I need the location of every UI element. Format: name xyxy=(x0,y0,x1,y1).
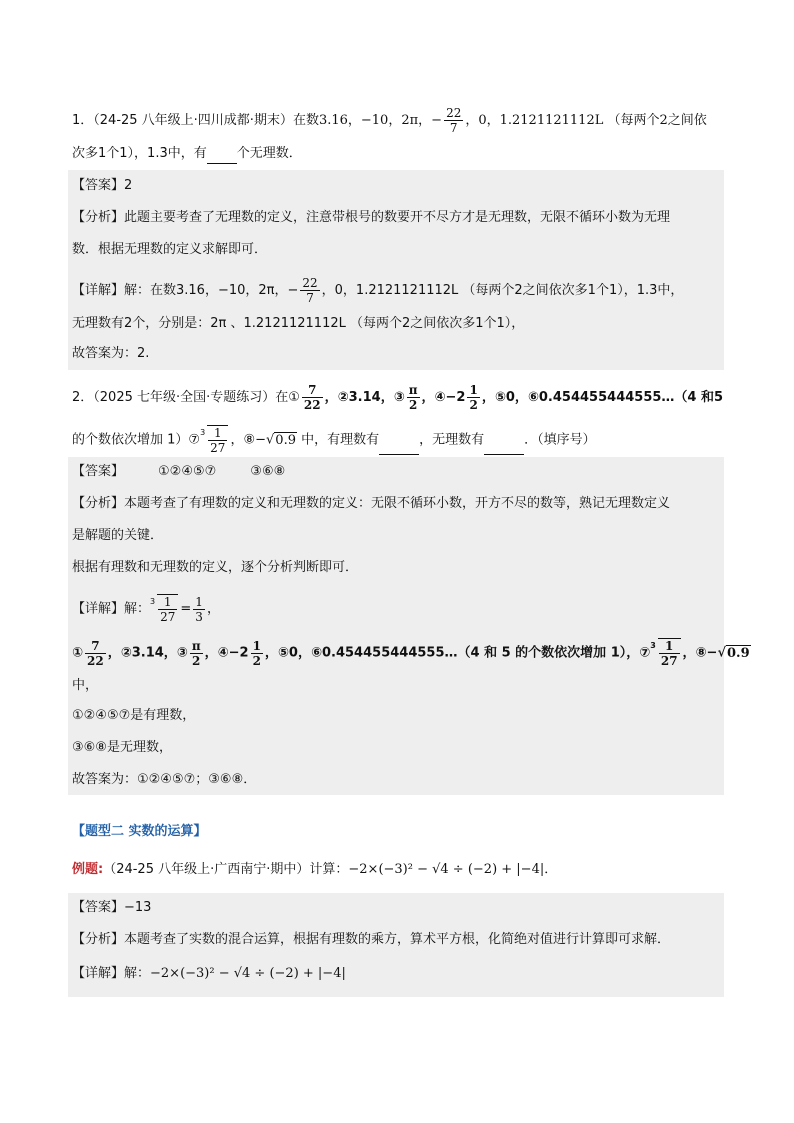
q2-list-end: ，⑧− xyxy=(682,645,718,661)
q2-list-sqrt-val: 0.9 xyxy=(727,645,750,661)
q2-frac-3 xyxy=(467,383,479,412)
q2-frac-1 xyxy=(302,383,323,412)
q2-list-frac-1 xyxy=(85,639,106,668)
q1-line2-end: 个无理数． xyxy=(236,146,302,161)
q2-list-f2n: π xyxy=(191,638,201,653)
q2-cube-d: 27 xyxy=(210,441,226,455)
q2-f1d: 22 xyxy=(303,398,321,412)
q2-frac-2 xyxy=(407,383,420,412)
q2-detail-res-d: 3 xyxy=(195,609,203,624)
example-line xyxy=(72,860,557,880)
q2-list-frac-2 xyxy=(190,639,203,668)
q1-neg: − xyxy=(431,113,443,128)
q2-list-mid1: ，②3.14，③ xyxy=(107,645,188,661)
q1-frac-num: 22 xyxy=(446,106,462,120)
q2-list-cuberoot xyxy=(658,638,681,668)
q2-list-frac-3 xyxy=(251,639,263,668)
q2-detail-list: ① $\frac{7}{22}$ ，②3.14，③ $\frac{\pi}{2}$ ，④−2 $\frac{1}{2}$ ，⑤0，⑥0.454455444555…（4 和 5 的个数依次增加 1），⑦$^3$ $\frac{1}{27}$ ，⑧−√0.9 xyxy=(72,638,750,668)
q1-analysis-1: 【分析】此题主要考查了无理数的定义，注意带根号的数要开不尽方才是无理数，无限不循环小数为无理 xyxy=(72,210,671,225)
q2-rational: ①②④⑤⑦是有理数， xyxy=(72,708,196,723)
q2-detail-end: ， xyxy=(206,601,220,617)
q2-detail-cube-n: 1 xyxy=(158,595,177,610)
q2-f3d: 2 xyxy=(469,398,478,412)
q2-list-sqrt: √0.9 xyxy=(717,645,750,661)
q2-cube-n: 1 xyxy=(208,426,227,441)
q2-list-c1: ① xyxy=(72,645,84,661)
q2-line2-a: 中，有理数有 xyxy=(296,432,380,448)
q2-answer xyxy=(72,462,285,482)
q1-detail-rest: ，0，1.2121121112L （每两个2之间依次多1个1），1.3̇中， xyxy=(321,283,684,298)
q2-list-f2d: 2 xyxy=(192,653,201,668)
q2-f3n: 1 xyxy=(469,383,478,397)
q1-nums: 3.16，−10，2π， xyxy=(318,113,432,128)
q1-detail-fraction xyxy=(300,276,319,305)
q1-prefix: 1．（24-25 八年级上·四川成都·期末）在数 xyxy=(72,113,319,128)
q1-line2-text: 次多1个1），1.3̇中，有 xyxy=(72,146,207,161)
q2-mid3: ，⑤0，⑥0.454455444555…（4 和5 xyxy=(481,390,724,405)
sec2-detail-expr: −2×(−3)² − √4 ÷ (−2) + |−4| xyxy=(150,966,346,981)
q2-analysis-1: 【分析】本题考查了有理数的定义和无理数的定义：无限不循环小数，开方不尽的数等，熟记无理数定义 xyxy=(72,496,671,511)
section-title: 【题型二 实数的运算】 xyxy=(72,824,207,839)
q2-mid1: ，②3.14，③ xyxy=(324,390,405,405)
q2-detail-cube-d: 27 xyxy=(160,610,176,624)
q2-answer-a: ①②④⑤⑦ xyxy=(158,464,217,479)
q1-detail-frac-den: 7 xyxy=(306,291,314,305)
q2-detail-result xyxy=(193,595,205,624)
q1-solution-box xyxy=(68,170,724,370)
q2-list-cube-d: 27 xyxy=(660,654,678,668)
q2-mid2: ，④−2 xyxy=(421,390,466,405)
q2-line2: 的个数依次增加 1）⑦$^3$ $\frac{1}{27}$ ，⑧−√0.9 中，有理数有 ，无理数有 ．（填序号） xyxy=(72,426,596,455)
q1-frac-den: 7 xyxy=(449,121,458,135)
q1-line2 xyxy=(72,144,302,164)
q2-analysis-2: 是解题的关键． xyxy=(72,528,164,543)
q2-detail-cuberoot xyxy=(157,594,178,624)
q2-detail-1: 【详解】解：$^3$ $\frac{1}{27}$ = $\frac{1}{3}$ ， xyxy=(72,594,220,624)
q2-prefix: 2．（2025 七年级·全国·专题练习）在① xyxy=(72,390,300,405)
q2-conclusion: 故答案为：①②④⑤⑦；③⑥⑧． xyxy=(72,772,257,787)
q2-list-f3n: 1 xyxy=(252,638,261,653)
q2-list-f1d: 22 xyxy=(87,653,104,668)
q2-line2-c: ．（填序号） xyxy=(524,432,596,448)
sec2-analysis: 【分析】本题考查了实数的混合运算，根据有理数的乘方，算术平方根，化简绝对值进行计算即可求解． xyxy=(72,932,671,947)
q2-blank-irrational[interactable] xyxy=(484,440,524,455)
q1-answer: 【答案】2 xyxy=(72,178,133,193)
q2-line2-prefix: 的个数依次增加 1）⑦ xyxy=(72,432,201,448)
example-text: （24-25 八年级上·广西南宁·期中）计算： xyxy=(103,862,349,877)
q2-answer-b: ③⑥⑧ xyxy=(250,464,286,479)
q1-detail-1 xyxy=(72,276,683,305)
q2-sqrt: √0.9 xyxy=(266,432,296,448)
q2-list-mid2: ，④−2 xyxy=(204,645,249,661)
q2-sqrt-val: 0.9 xyxy=(275,432,296,448)
q2-answer-label: 【答案】 xyxy=(72,464,125,479)
q1-fraction xyxy=(444,106,463,135)
q1-blank[interactable] xyxy=(207,149,237,164)
q2-list-cube-n: 1 xyxy=(659,639,680,654)
q2-detail-res-n: 1 xyxy=(195,594,203,609)
q1-rest: ，0，1.2121121112L （每两个2之间依 xyxy=(465,113,707,128)
q1-detail-3: 故答案为：2. xyxy=(72,346,150,361)
q2-analysis-3: 根据有理数和无理数的定义，逐个分析判断即可． xyxy=(72,560,359,575)
q2-detail-eq: = xyxy=(180,601,192,617)
q2-list-mid3: ，⑤0，⑥0.454455444555…（4 和 5 的个数依次增加 1），⑦ xyxy=(264,645,651,661)
q1-detail-prefix: 【详解】解：在数3.16，−10，2π，− xyxy=(72,283,299,298)
q2-list-f3d: 2 xyxy=(252,653,261,668)
q2-list-f1n: 7 xyxy=(85,639,106,654)
q1-line1 xyxy=(72,106,707,135)
example-label: 例题: xyxy=(72,862,104,877)
sec2-answer: 【答案】−13 xyxy=(72,900,152,915)
q2-line2-mid: ，⑧− xyxy=(230,432,266,448)
sec2-detail xyxy=(72,964,346,984)
sec2-detail-prefix: 【详解】解： xyxy=(72,966,151,981)
q1-detail-2: 无理数有2个，分别是：2π 、1.2121121112L （每两个2之间依次多1个1）， xyxy=(72,316,525,331)
q2-f1n: 7 xyxy=(302,383,323,398)
q2-irrational: ③⑥⑧是无理数， xyxy=(72,740,172,755)
q2-line1 xyxy=(72,383,723,412)
example-period: ． xyxy=(544,862,558,877)
q1-analysis-2: 数．根据无理数的定义求解即可． xyxy=(72,242,268,257)
q2-cuberoot xyxy=(207,425,228,455)
q1-detail-frac-num: 22 xyxy=(302,276,318,290)
q2-zhong: 中， xyxy=(72,678,99,693)
q2-blank-rational[interactable] xyxy=(379,440,419,455)
q2-f2d: 2 xyxy=(408,398,418,412)
q2-line2-b: ，无理数有 xyxy=(419,432,485,448)
q2-detail-prefix: 【详解】解： xyxy=(72,601,151,617)
example-expr: −2×(−3)² − √4 ÷ (−2) + |−4| xyxy=(348,862,545,877)
q2-f2n: π xyxy=(408,383,418,397)
